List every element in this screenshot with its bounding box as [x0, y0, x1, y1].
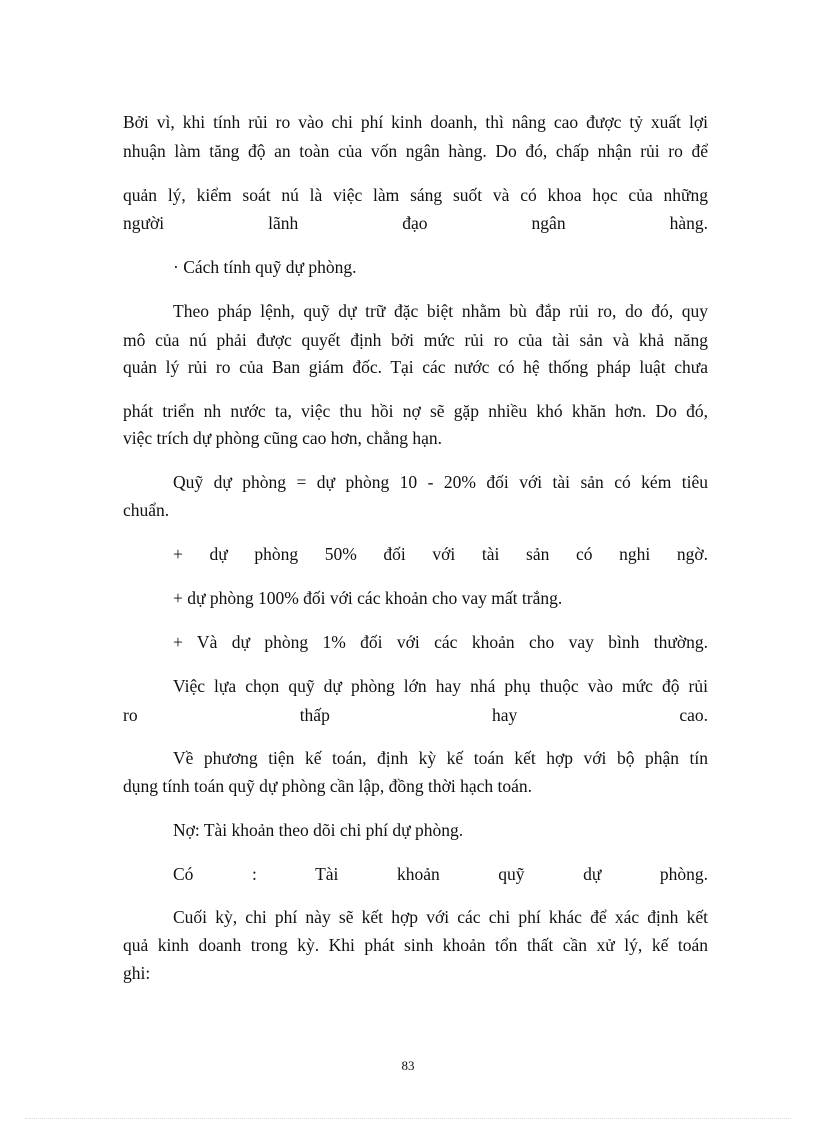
text-line: việc trích dự phòng cũng cao hơn, chẳng hạn. [123, 428, 443, 448]
text-line: ro thấp hay cao. [123, 705, 708, 725]
page-bottom-divider [25, 1118, 791, 1119]
text-line: chuẩn. [123, 500, 170, 520]
formula-line: Quỹ dự phòng = dự phòng 10 - 20% đối với tài sản có kém tiêu [173, 472, 708, 492]
text-line: mô của nú phải được quyết định bởi mức rủi ro của tài sản và khả năng [123, 330, 708, 350]
text-line: Theo pháp lệnh, quỹ dự trữ đặc biệt nhằm bù đắp rủi ro, do đó, quy [173, 301, 708, 321]
text-line: Cuối kỳ, chi phí này sẽ kết hợp với các chi phí khác để xác định kết [173, 907, 708, 927]
text-line: quản lý rủi ro của Ban giám đốc. Tại các nước có hệ thống pháp luật chưa [123, 357, 708, 377]
text-line: người lãnh đạo ngân hàng. [123, 213, 708, 233]
text-line: phát triển nh nước ta, việc thu hồi nợ sẽ gặp nhiều khó khăn hơn. Do đó, [123, 401, 708, 421]
list-item: + dự phòng 100% đối với các khoản cho vay mất trắng. [173, 588, 563, 608]
text-line: Bởi vì, khi tính rủi ro vào chi phí kinh doanh, thì nâng cao được tỷ xuất lợi [123, 112, 708, 132]
text-line: dụng tính toán quỹ dự phòng cần lập, đồng thời hạch toán. [123, 776, 533, 796]
text-line: Về phương tiện kế toán, định kỳ kế toán kết hợp với bộ phận tín [173, 748, 708, 768]
text-line: ghi: [123, 963, 151, 983]
text-line: nhuận làm tăng độ an toàn của vốn ngân hàng. Do đó, chấp nhận rủi ro để [123, 141, 708, 161]
text-line: quả kinh doanh trong kỳ. Khi phát sinh khoản tổn thất cần xử lý, kế toán [123, 935, 708, 955]
text-line: quản lý, kiểm soát nú là việc làm sáng suốt và có khoa học của những [123, 185, 708, 205]
credit-entry: Có : Tài khoản quỹ dự phòng. [173, 864, 708, 884]
list-item: + Và dự phòng 1% đối với các khoản cho vay bình thường. [173, 632, 708, 652]
page-number: 83 [401, 1058, 415, 1073]
section-bullet-heading: · Cách tính quỹ dự phòng. [173, 257, 357, 277]
text-line: Việc lựa chọn quỹ dự phòng lớn hay nhá phụ thuộc vào mức độ rủi [173, 676, 708, 696]
debit-entry: Nợ: Tài khoản theo dõi chi phí dự phòng. [173, 820, 464, 840]
list-item: + dự phòng 50% đối với tài sản có nghi ngờ. [173, 544, 708, 564]
